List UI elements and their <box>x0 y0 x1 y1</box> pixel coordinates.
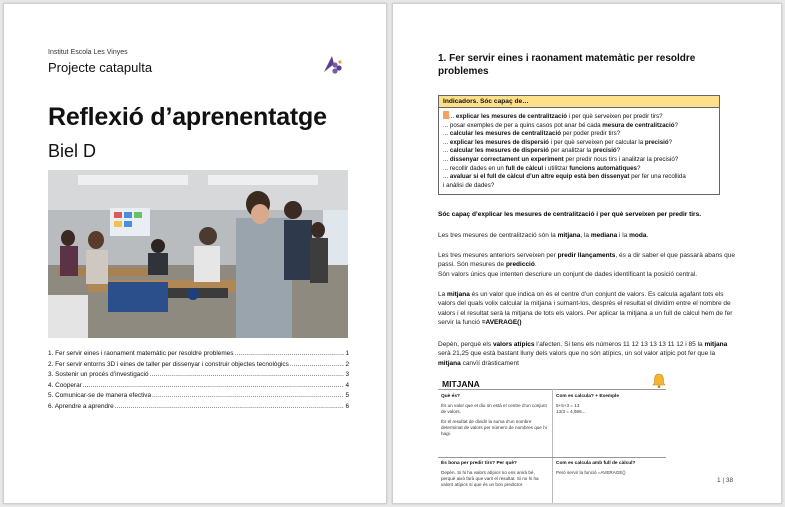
indicator-item: ... avaluar si el full de càlcul d’un altre equip està ben dissenyat per fer una recollida <box>443 173 686 181</box>
toc-item[interactable]: 2. Fer servir entorns 3D i eines de taller per dissenyar i construir objectes tecnològics ..... 2 <box>48 360 349 371</box>
paragraph: La mitjana és un valor que indica on és el centre d’un conjunt de valors. Es calcula agafant tots els valors del quals volix calcular la mitjana i sumant-los, després el resultat el dividim entre el nombre de valors i el resultat serà la mitjana de tots els valors. Per aplicar la mitjana a un full de càlcul hem de fer servir la funció =AVERAGE() <box>438 291 733 326</box>
table-of-contents <box>48 349 349 412</box>
toc-item[interactable]: 4. Cooperar ..... 4 <box>48 381 349 392</box>
author-name: Biel D <box>48 141 97 161</box>
indicator-item: ... posar exemples de per a quins casos pot anar bé cada mesura de centralització? <box>443 121 678 129</box>
card-cell: És bona per predir tirs? Per què? Depèn. Si hi ha valors atípics no ens anirà bé, perquè això farà que variï el resultat. Si no hi ha valors atípics sí que és un bon predictor. <box>441 461 539 487</box>
school-logo-icon <box>320 52 346 76</box>
page-content <box>392 3 782 504</box>
subheading: Sóc capaç d’explicar les mesures de centralització i per què serveixen per predir tirs. <box>438 211 702 218</box>
page-title: Reflexió d’aprenentatge <box>48 103 327 131</box>
paragraph: Depèn, perquè els valors atípics l’afecten. Si tens els números 11 12 13 13 13 11 12 i 85 la mitjana serà 21,25 que està bastant lluny dels valors que no són atípics, un sol valor atípic pot fer que la mitjana canvïí dràsticament <box>438 341 728 367</box>
toc-item[interactable]: 5. Comunicar-se de manera efectiva ..... 5 <box>48 391 349 402</box>
card-cell: Com es calcula? + Exemple 5+5+3 = 13 13/3 = 4,666... <box>556 394 620 414</box>
classroom-photo <box>48 170 348 338</box>
indicator-item: ... recollir dades en un full de càlcul i utilitzar funcions automàtiques? <box>443 164 641 172</box>
project-name: Projecte catapulta <box>48 60 153 75</box>
page-cover <box>3 3 387 504</box>
indicator-item: ... calcular les mesures de dispersió per analitzar la precisió? <box>443 147 621 155</box>
indicator-item: ... explicar les mesures de centralització i per què serveixen per predir tirs? <box>443 111 715 122</box>
paragraph: Les tres mesures anteriors serveixen per predir llançaments, és a dir saber el que passarà abans que passi. Són mesures de predicció. Són valors únics que intenten descriure un conjunt de dades identificant la posició central. <box>438 252 735 278</box>
toc-item[interactable]: 3. Sostenir un procés d’investigació ..... 3 <box>48 370 349 381</box>
indicator-item: ... dissenyar correctament un experiment per predir nous tirs i analitzar la precisió? <box>443 155 679 163</box>
card-cell: Com es calcula amb full de càlcul? Però servir la funció =AVERAGE() <box>556 461 636 475</box>
page-number: 1 | 38 <box>717 477 734 484</box>
indicator-item: i anàlisi de dades? <box>443 181 495 189</box>
indicator-item: ... explicar les mesures de dispersió i per què serveixen per calcular la precisió? <box>443 138 673 146</box>
mitjana-card-title: MITJANA <box>442 379 480 389</box>
toc-item[interactable]: 6. Aprendre a aprendre ..... 6 <box>48 402 349 413</box>
bell-icon <box>650 372 668 390</box>
toc-item[interactable]: 1. Fer servir eines i raonament matemàtic per resoldre problemes ..... 1 <box>48 349 349 360</box>
indicators-heading: Indicadors. Sóc capaç de… <box>439 96 719 108</box>
indicator-item: ... calcular les mesures de centralització per poder predir tirs? <box>443 130 621 138</box>
indicators-list <box>439 108 719 194</box>
indicators-box <box>438 95 720 195</box>
section-title: 1. Fer servir eines i raonament matemàtic per resoldre problemes <box>438 53 696 77</box>
paragraph: Les tres mesures de centralització són la mitjana, la mediana i la moda. <box>438 232 649 239</box>
card-cell: Què és? És un valor que et diu on està el centre d’un conjunt de valors. És el resultat de dividir la suma d’un nombre determinat de valors per número de nombres que hi hagi. <box>441 394 547 436</box>
school-name: Institut Escola Les Vinyes <box>48 49 128 56</box>
